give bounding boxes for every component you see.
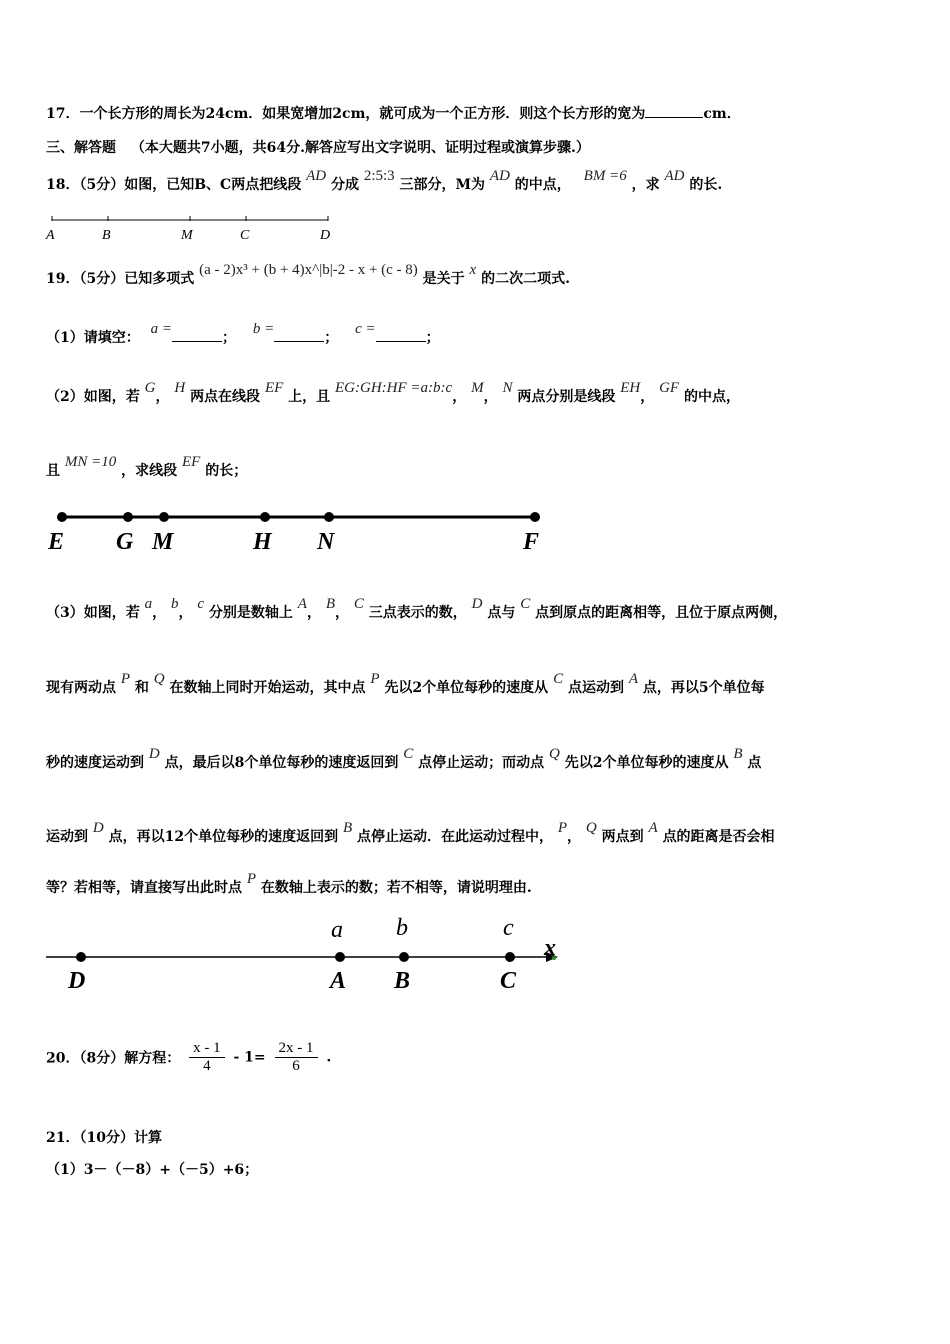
math-C: C [403, 746, 414, 762]
q19-segment-figure [40, 506, 560, 556]
fraction-1 [189, 1040, 225, 1075]
q19-math-ef: EF [264, 380, 284, 396]
label-c: C [500, 968, 517, 994]
math-Q: Q [153, 671, 165, 687]
math-A: A [628, 671, 638, 687]
q18-math-ad: AD [306, 168, 327, 184]
q19-math-mn: MN =10 [64, 454, 117, 470]
label-b: B [102, 228, 111, 243]
dot-e [57, 512, 67, 522]
q17-unit: cm． [703, 106, 741, 122]
q20-prefix: 20．（8分）解方程： [46, 1050, 181, 1067]
q19-math-m: M [471, 380, 484, 396]
math-D: D [471, 596, 483, 612]
q18-math-bm: BM =6 [583, 168, 627, 184]
math-P: P [370, 671, 380, 687]
q18-segment-figure [40, 212, 340, 244]
q19-text: 点停止运动．在此运动过程中， [357, 829, 553, 845]
math-b: b [171, 596, 179, 612]
q19-sep: ； [222, 330, 236, 346]
label-n: N [317, 529, 335, 555]
q19-sep: ； [324, 330, 339, 346]
q19-part1-label: （1）请填空： [46, 330, 140, 346]
q19-text: 点与 [487, 605, 516, 621]
label-h: H [253, 529, 272, 555]
label-e: E [48, 529, 65, 555]
q19-sep: ； [425, 330, 440, 346]
math-P: P [246, 871, 257, 887]
q19-math-a: a = [150, 321, 172, 337]
q19-part3-line4 [46, 820, 775, 846]
q19-math-eh: EH [620, 380, 641, 396]
q19-text: 在数轴上表示的数；若不相等，请说明理由. [260, 880, 532, 896]
q19-text: 现有两动点 [46, 680, 116, 696]
q19-comma: ， [567, 829, 582, 845]
section3-note: （本大题共7小题，共64分.解答应写出文字说明、证明过程或演算步骤.） [130, 140, 590, 156]
q19-text: 点停止运动；而动点 [418, 755, 545, 771]
section3-title: 三、解答题 [46, 140, 116, 156]
q18-math-ratio: 2:5:3 [363, 168, 395, 184]
dot-b [399, 952, 409, 962]
math-P: P [557, 820, 568, 836]
fraction-1-denominator: 4 [203, 1058, 211, 1074]
dot-g [123, 512, 133, 522]
dot-f [530, 512, 540, 522]
q19-comma: ， [640, 389, 655, 405]
q18-text: ，求 [631, 177, 660, 193]
math-Q: Q [585, 820, 597, 836]
q19-math-x: x [469, 262, 477, 278]
q18-text: 分成 [330, 177, 359, 193]
math-Q: Q [548, 746, 560, 762]
label-a: A [330, 968, 347, 994]
q19-math-n: N [502, 380, 513, 396]
math-c: c [197, 596, 205, 612]
q19-text: 等？若相等，请直接写出此时点 [46, 880, 242, 896]
q19-comma: ， [178, 605, 193, 621]
math-D: D [148, 746, 160, 762]
q19-comma: ， [155, 389, 170, 405]
math-B: B [342, 820, 353, 836]
q19-text: ，求线段 [121, 463, 178, 479]
q19-text: 点运动到 [567, 680, 624, 696]
q19-polynomial: (a - 2)x³ + (b + 4)x^|b|-2 - x + (c - 8) [199, 262, 418, 278]
math-B: B [325, 596, 336, 612]
math-C: C [520, 596, 531, 612]
q19-text: 点到原点的距离相等，且位于原点两侧， [535, 605, 788, 621]
q19-part1 [46, 321, 440, 347]
q18-prefix: 18．（5分）如图，已知B、C两点把线段 [46, 177, 302, 193]
q21-title: 21．（10分）计算 [46, 1130, 162, 1146]
number-line-figure [40, 912, 570, 998]
q18-text: 的中点， [514, 177, 571, 193]
blank-c [376, 327, 426, 342]
q19-text: 上，且 [288, 389, 331, 405]
q19-math-c: c = [355, 321, 376, 337]
q19-text: 是关于 [422, 271, 465, 287]
q19-text: 的中点， [683, 389, 740, 405]
q19-math-gf: GF [659, 380, 680, 396]
q17-text: 17．一个长方形的周长为24cm．如果宽增加2cm，就可成为一个正方形．则这个长方形的宽为 [46, 106, 646, 122]
q17-line [46, 103, 741, 123]
q20-line [46, 1040, 331, 1075]
section3-header [46, 137, 590, 157]
q19-text: 两点分别是线段 [517, 389, 616, 405]
q19-line [46, 262, 570, 288]
q19-prefix: 19．（5分）已知多项式 [46, 271, 195, 287]
blank-b [274, 327, 324, 342]
math-A: A [648, 820, 658, 836]
fraction-2 [275, 1040, 318, 1075]
q19-comma: ， [483, 389, 498, 405]
q19-text: 点，再以5个单位每 [642, 680, 765, 696]
math-D: D [92, 820, 104, 836]
q19-text: 点 [747, 755, 762, 771]
top-label-b: b [396, 915, 408, 941]
q19-text: 先以2个单位每秒的速度从 [384, 680, 549, 696]
q18-line [46, 168, 723, 194]
math-C: C [553, 671, 564, 687]
q19-part3-line5 [46, 871, 532, 897]
axis-label-x: x [544, 935, 556, 961]
q19-comma: ， [335, 605, 350, 621]
label-b: B [394, 968, 411, 994]
fraction-2-denominator: 6 [292, 1058, 300, 1074]
label-a: A [46, 228, 55, 243]
q19-comma: ， [306, 605, 321, 621]
q18-math-ad: AD [664, 168, 685, 184]
fraction-2-numerator: 2x - 1 [275, 1040, 318, 1058]
q19-text: 先以2个单位每秒的速度从 [564, 755, 729, 771]
q19-text: 秒的速度运动到 [46, 755, 144, 771]
label-m: M [181, 228, 193, 243]
q19-text: 两点到 [601, 829, 644, 845]
math-A: A [297, 596, 307, 612]
q18-text: 的长. [689, 177, 723, 193]
q21-part1: （1）3－（－8）+（－5）+6； [46, 1162, 259, 1178]
q19-comma: ， [452, 389, 467, 405]
q20-operator: - 1= [233, 1049, 266, 1066]
q19-text: 在数轴上同时开始运动，其中点 [169, 680, 366, 696]
q19-part3-line1 [46, 596, 788, 622]
label-f: F [523, 529, 540, 555]
math-C: C [353, 596, 364, 612]
label-m: M [152, 529, 174, 555]
q19-text: （3）如图，若 [46, 605, 140, 621]
q19-math-b: b = [252, 321, 275, 337]
label-c: C [240, 228, 250, 243]
q18-math-ad: AD [489, 168, 510, 184]
q19-text: 的二次二项式. [481, 271, 570, 287]
label-g: G [116, 529, 134, 555]
q19-text: 三点表示的数， [368, 605, 467, 621]
q19-math-g: G [144, 380, 156, 396]
label-d: D [320, 228, 331, 243]
q19-math-ratio: EG:GH:HF =a:b:c [335, 380, 453, 396]
q20-end: . [326, 1049, 332, 1066]
dot-a [335, 952, 345, 962]
q18-text: 三部分，M为 [399, 177, 486, 193]
fraction-1-numerator: x - 1 [189, 1040, 225, 1058]
q19-part2-line1 [46, 380, 740, 406]
label-d: D [68, 968, 86, 994]
q19-text: 点的距离是否会相 [662, 829, 775, 845]
q19-text: 分别是数轴上 [208, 605, 293, 621]
q19-part2-line2 [46, 454, 248, 480]
dot-h [260, 512, 270, 522]
q19-text: 且 [46, 463, 60, 479]
q19-text: 的长； [205, 463, 248, 479]
top-label-a: a [331, 917, 343, 943]
top-label-c: c [503, 915, 514, 941]
q19-text: 运动到 [46, 829, 88, 845]
math-a: a [144, 596, 153, 612]
q17-answer-blank [645, 103, 703, 118]
math-B: B [733, 746, 743, 762]
dot-m [159, 512, 169, 522]
q19-comma: ， [152, 605, 167, 621]
q19-text: 两点在线段 [190, 389, 261, 405]
q19-text: 点，最后以8个单位每秒的速度返回到 [164, 755, 399, 771]
q19-text: （2）如图，若 [46, 389, 140, 405]
math-P: P [120, 671, 131, 687]
q19-part3-line2 [46, 671, 765, 697]
dot-d [76, 952, 86, 962]
dot-c [505, 952, 515, 962]
dot-n [324, 512, 334, 522]
q19-text: 点，再以12个单位每秒的速度返回到 [108, 829, 339, 845]
q19-math-h: H [174, 380, 186, 396]
q19-part3-line3 [46, 746, 762, 772]
blank-a [172, 327, 222, 342]
q19-math-ef: EF [182, 454, 201, 470]
q19-text: 和 [134, 680, 149, 696]
